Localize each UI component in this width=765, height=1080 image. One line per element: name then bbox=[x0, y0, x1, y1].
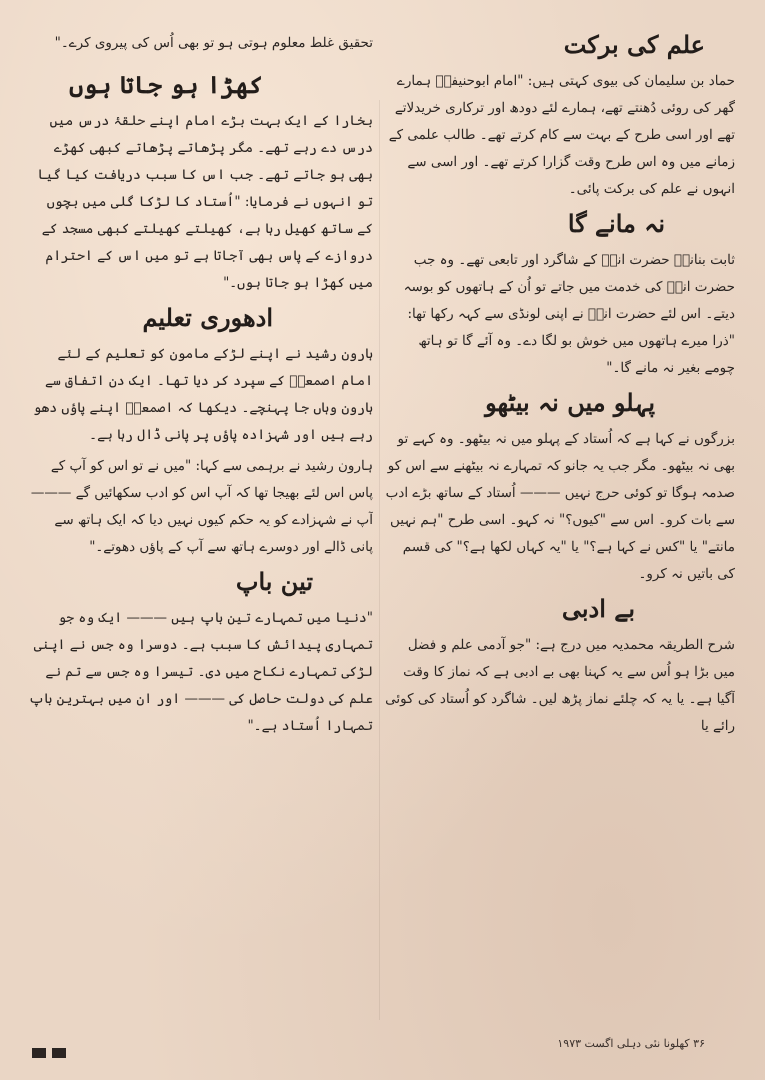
section-heading: پہلو میں نہ بیٹھو bbox=[485, 388, 655, 417]
section-be-adabi bbox=[385, 594, 735, 740]
continued-text: تحقیق غلط معلوم ہوتی ہو تو بھی اُس کی پیروی کرے۔" bbox=[54, 35, 373, 51]
section-heading: نہ مانے گا bbox=[567, 209, 665, 238]
section-na-manega bbox=[385, 209, 735, 382]
section-heading: ادھوری تعلیم bbox=[142, 303, 273, 332]
right-column bbox=[385, 30, 735, 1032]
section-paragraph: حماد بن سلیمان کی بیوی کہتی ہیں: "امام ابوحنیفہؒ ہمارے گھر کی روئی دُھنتے تھے، ہمارے لئے دودھ اور ترکاری خریدلاتے تھے اور اسی طرح کے بہت سے کام کرتے تھے۔ طالب علمی کے زمانے میں وہ اس طرح وقت گزارا کرتے تھے۔ اور اسی سے انہوں نے علم کی برکت پائی۔ bbox=[388, 73, 735, 197]
section-paragraph: بزرگوں نے کہا ہے کہ اُستاد کے پہلو میں نہ بیٹھو۔ وہ کہے تو بھی نہ بیٹھو۔ مگر جب یہ جانو کہ تمہارے نہ بیٹھنے سے اس کو صدمہ ہوگا تو کوئی حرج نہیں ——— اُستاد کے ساتھ بڑے ادب سے بات کرو۔ اس سے "کیوں؟" نہ کہو۔ اسی طرح "ہم نہیں مانتے" یا "کس نے کہا ہے؟" یا "یہ کہاں لکھا ہے؟" کی قسم کی باتیں نہ کرو۔ bbox=[385, 431, 735, 582]
section-heading: بے ادبی bbox=[561, 594, 635, 623]
column-divider bbox=[379, 100, 380, 1020]
section-heading: علم کی برکت bbox=[563, 30, 705, 59]
page-footer: ۳۶ کھلونا نئی دہلی اگست ۱۹۷۳ bbox=[557, 1037, 705, 1050]
section-heading: کھڑا ہو جاتا ہوں bbox=[69, 70, 263, 99]
section-paragraph: ہارون رشید نے برہمی سے کہا: "میں نے تو اس کو آپ کے پاس اس لئے بھیجا تھا کہ آپ اس کو ادب سکھائیں گے ——— آپ نے شہزادے کو یہ حکم کیوں نہیں دیا کہ ایک ہاتھ سے پانی ڈالے اور دوسرے ہاتھ سے آپ کے پاؤں دھوتے۔" bbox=[30, 458, 373, 555]
left-column bbox=[28, 30, 373, 1032]
section-teen-baap bbox=[28, 567, 373, 740]
section-paragraph: "دنیا میں تمہارے تین باپ ہیں ——— ایک وہ جو تمہاری پیدائش کا سبب ہے۔ دوسرا وہ جس نے اپنی لڑکی تمہارے نکاح میں دی۔ تیسرا وہ جس سے تم نے علم کی دولت حاصل کی ——— اور ان میں بہترین باپ تمہارا اُستاد ہے۔" bbox=[28, 610, 373, 734]
end-marks bbox=[32, 1048, 66, 1058]
section-khara-ho-jata bbox=[28, 70, 373, 297]
section-paragraph: شرح الطریقہ محمدیہ میں درج ہے: "جو آدمی علم و فضل میں بڑا ہو اُس سے یہ کہنا بھی بے ادبی ہے کہ نماز کا وقت آگیا ہے۔ یا یہ کہ چلئے نماز پڑھ لیں۔ شاگرد کو اُستاد کی کوئی رائے یا bbox=[385, 637, 735, 734]
section-pehlu-mein bbox=[385, 388, 735, 588]
end-mark bbox=[52, 1048, 66, 1058]
section-paragraph: بخارا کے ایک بہت بڑے امام اپنے حلقۂ درس میں درس دے رہے تھے۔ مگر پڑھاتے پڑھاتے کبھی کھڑے بھی ہو جاتے تھے۔ جب اس کا سبب دریافت کیا گیا تو انہوں نے فرمایا: "اُستاد کا لڑکا گلی میں بچوں کے ساتھ کھیل رہا ہے، کھیلتے کھیلتے کبھی مسجد کے دروازے کے پاس بھی آجاتا ہے تو میں اس کے احترام میں کھڑا ہو جاتا ہوں۔" bbox=[37, 113, 373, 291]
section-paragraph: ہارون رشید نے اپنے لڑکے مامون کو تعلیم کے لئے امام اصمعیؒ کے سپرد کر دیا تھا۔ ایک دن اتفاق سے ہارون وہاں جا پہنچے۔ دیکھا کہ اصمعیؒ اپنے پاؤں دھو رہے ہیں اور شہزادہ پاؤں پر پانی ڈال رہا ہے۔ bbox=[33, 346, 373, 443]
end-mark bbox=[32, 1048, 46, 1058]
section-ilm-ki-barkat bbox=[385, 30, 735, 203]
section-paragraph: ثابت بنانیؒ حضرت انسؓ کے شاگرد اور تابعی تھے۔ وہ جب حضرت انسؓ کی خدمت میں جاتے تو اُن کے ہاتھوں کو بوسہ دیتے۔ اس لئے حضرت انسؓ نے اپنی لونڈی سے کہہ رکھا تھا: "ذرا میرے ہاتھوں میں خوش بو لگا دے۔ وہ آئے گا تو ہاتھ چومے بغیر نہ مانے گا۔" bbox=[403, 252, 735, 376]
section-adhuri-taleem bbox=[28, 303, 373, 561]
section-heading: تین باپ bbox=[235, 567, 313, 596]
